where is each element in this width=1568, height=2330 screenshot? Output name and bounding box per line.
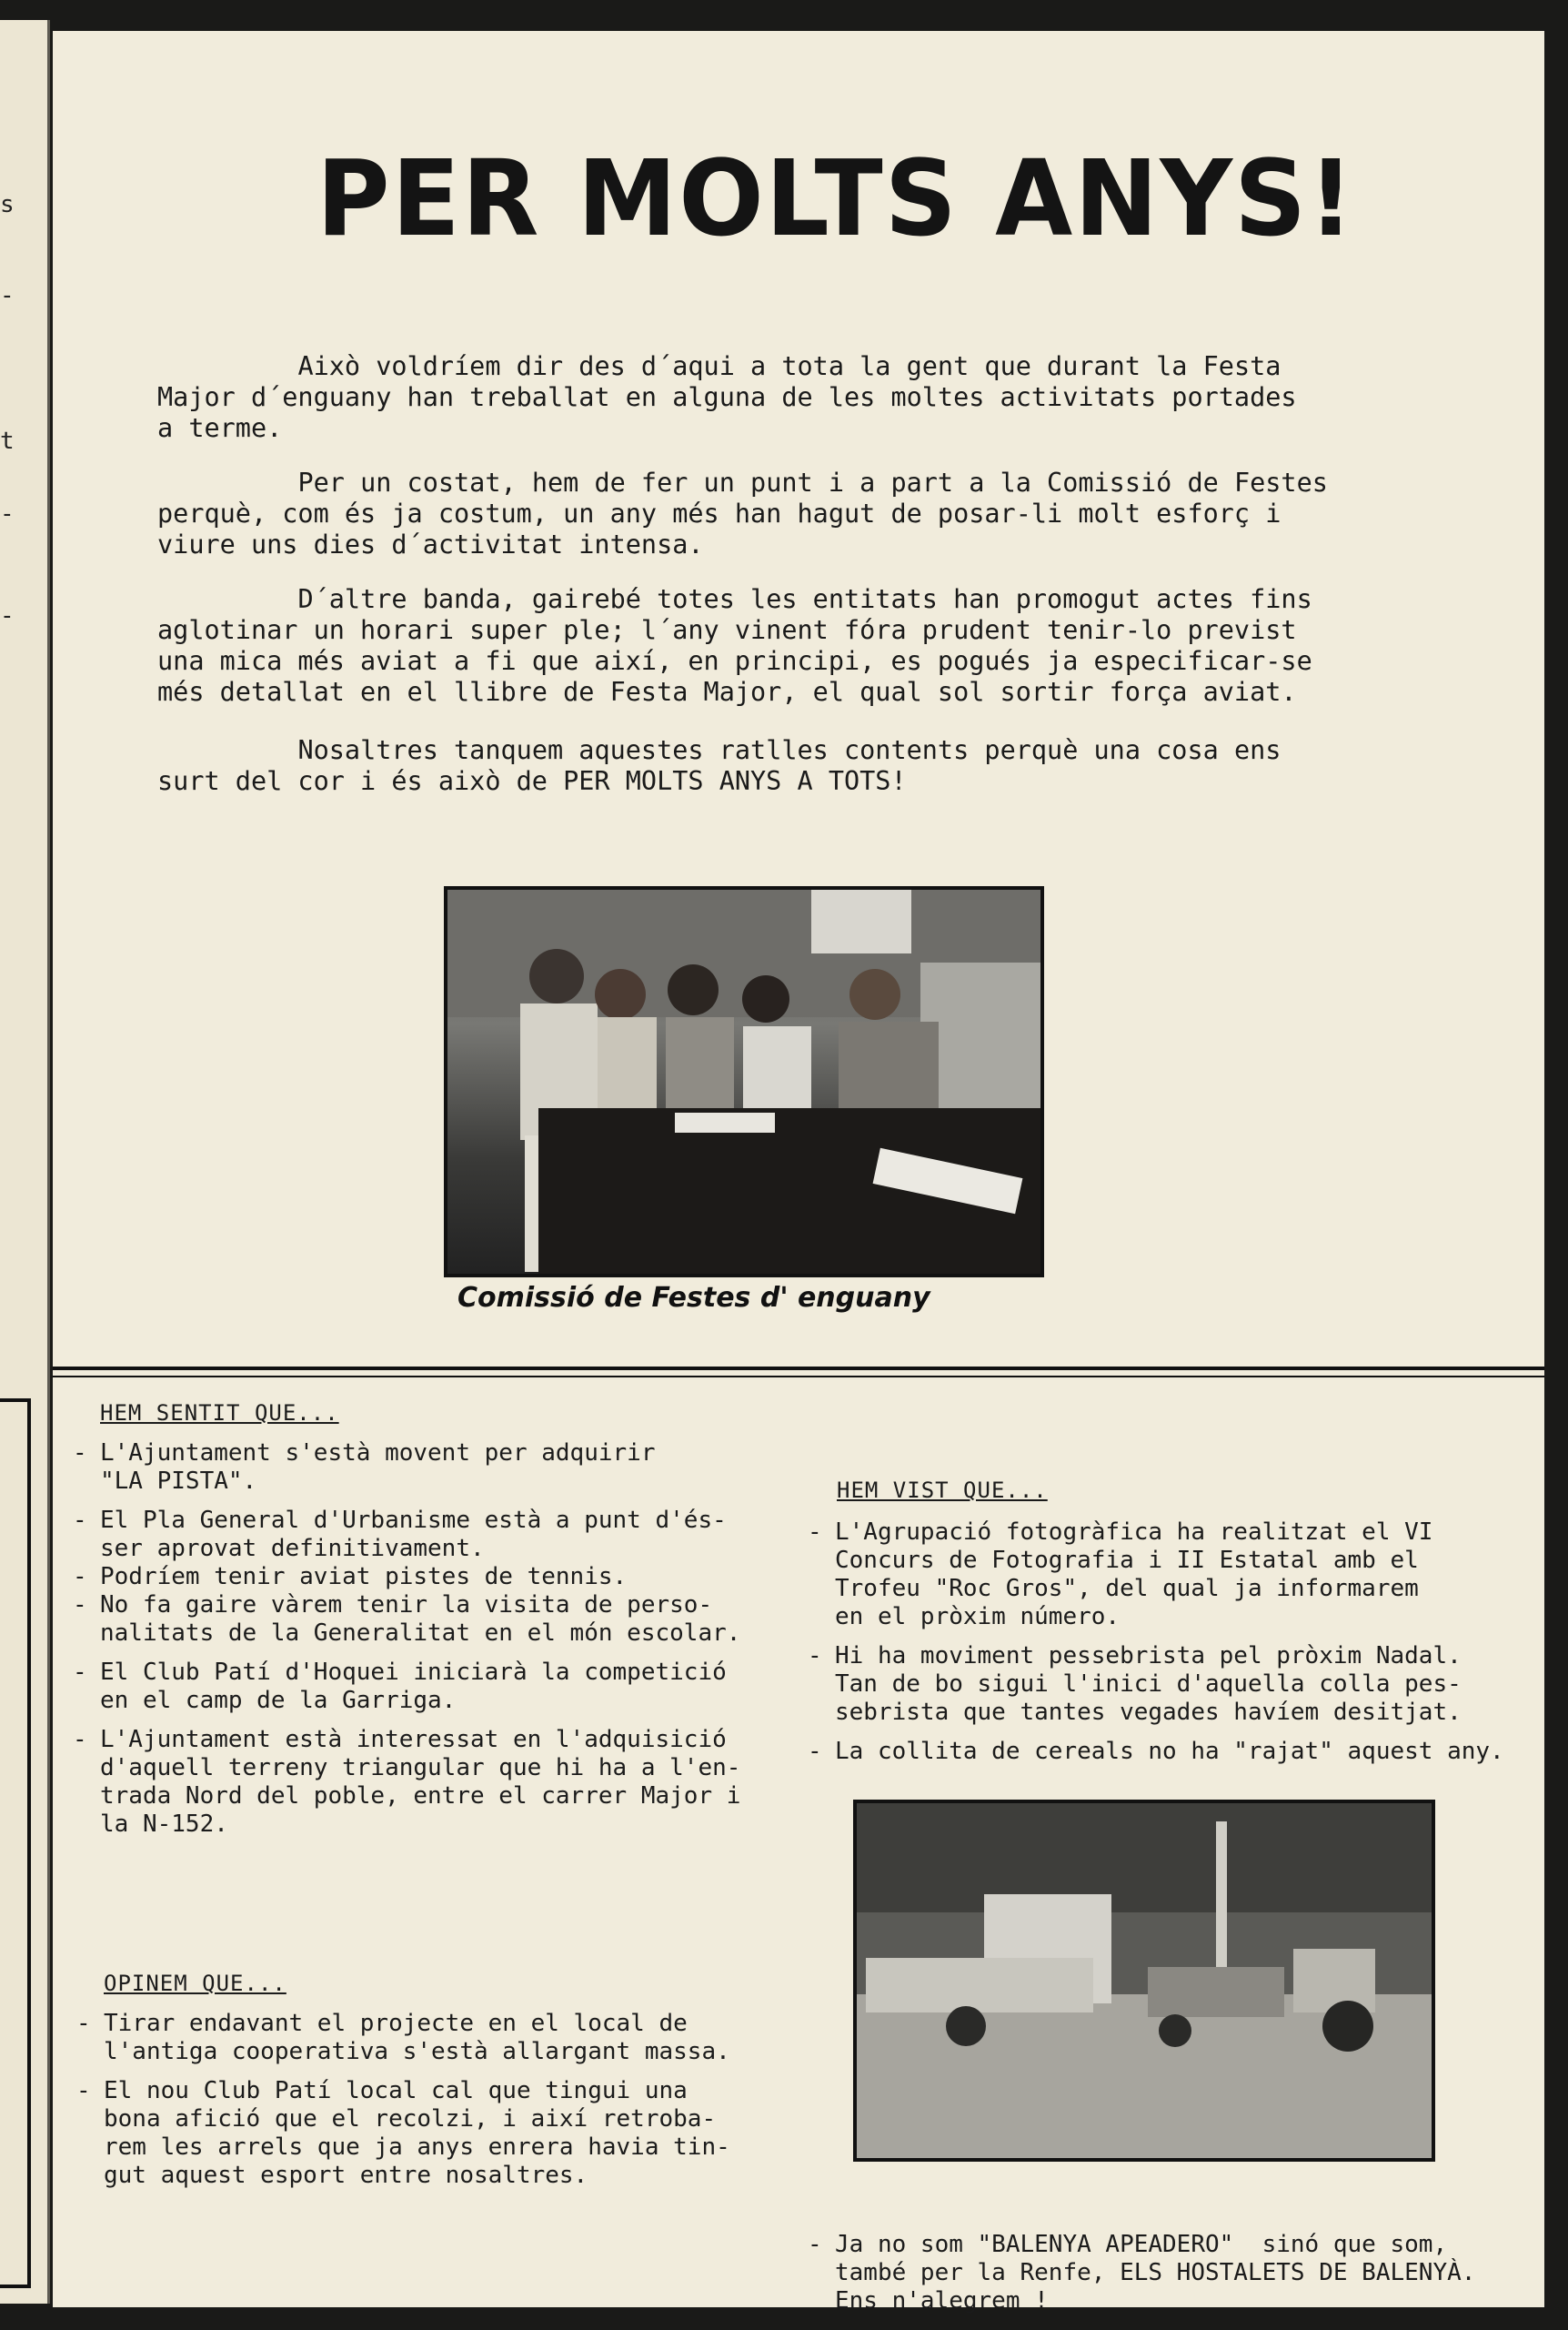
- intro-paragraph-3: D´altre banda, gairebé totes les entitats han promogut actes fins aglotinar un horari super ple; l´any vinent fóra prudent tenir-lo previst una mica més aviat a fi que així, en principi, es pogués ja especificar-se més detallat en el llibre de Festa Major, el qual sol sortir força aviat.: [157, 584, 1312, 707]
- list-item: - L'Ajuntament s'està movent per adquirir "LA PISTA".: [73, 1439, 819, 1496]
- section-divider: [53, 1367, 1544, 1370]
- committee-photo: [444, 886, 1044, 1277]
- list-item: - L'Ajuntament està interessat en l'adquisició d'aquell terreny triangular que hi ha a l'en- trada Nord del poble, entre el carrer Major i la N-152.: [73, 1726, 819, 1839]
- magazine-page: [53, 31, 1544, 2315]
- opinem-title: OPINEM QUE...: [104, 1971, 286, 1996]
- list-item: - Hi ha moviment pessebrista pel pròxim Nadal. Tan de bo sigui l'inici d'aquella colla pes- sebrista que tantes vegades havíem desitjat.: [808, 1642, 1543, 1727]
- previous-page-edge: [0, 20, 50, 2304]
- prev-page-fragment: s: [0, 191, 15, 218]
- list-item: - La collita de cereals no ha "rajat" aquest any.: [808, 1738, 1543, 1766]
- committee-photo-illustration: [447, 890, 1040, 1274]
- prev-page-fragment: t: [0, 428, 15, 455]
- prev-page-fragment: -: [0, 602, 15, 630]
- prev-page-fragment: -: [0, 282, 15, 309]
- photo-caption: Comissió de Festes d' enguany: [457, 1282, 930, 1314]
- prev-page-fragment: -: [0, 500, 15, 528]
- intro-paragraph-4: Nosaltres tanquem aquestes ratlles contents perquè una cosa ens surt del cor i és això de PER MOLTS ANYS A TOTS!: [157, 735, 1282, 796]
- list-item: - Podríem tenir aviat pistes de tennis.: [73, 1563, 819, 1591]
- hem-vist-last: [808, 2231, 1543, 2326]
- hem-vist-title: HEM VIST QUE...: [837, 1478, 1048, 1503]
- hem-sentit-list: [73, 1439, 819, 1850]
- hem-vist-list: [808, 1518, 1543, 1777]
- list-item: - El nou Club Patí local cal que tingui una bona afició que el recolzi, i així retroba- rem les arrels que ja anys enrera havia tin- gut aquest esport entre nosaltres.: [76, 2077, 822, 2190]
- intro-paragraph-2: Per un costat, hem de fer un punt i a part a la Comissió de Festes perquè, com és ja costum, un any més han hagut de posar-li molt esforç i viure uns dies d´activitat intensa.: [157, 468, 1328, 560]
- harvest-photo: [853, 1800, 1435, 2162]
- opinem-list: [76, 2010, 822, 2201]
- list-item: - No fa gaire vàrem tenir la visita de perso- nalitats de la Generalitat en el món escolar.: [73, 1591, 819, 1648]
- section-divider-thin: [53, 1376, 1544, 1377]
- harvest-photo-illustration: [857, 1803, 1432, 2158]
- list-item: - Ja no som "BALENYA APEADERO" sinó que som, també per la Renfe, ELS HOSTALETS DE BALENYÀ. Ens n'alegrem !: [808, 2231, 1543, 2315]
- headline: PER MOLTS ANYS!: [317, 136, 1356, 260]
- intro-paragraph-1: Això voldríem dir des d´aqui a tota la gent que durant la Festa Major d´enguany han treballat en alguna de les moltes activitats portades a terme.: [157, 351, 1297, 443]
- list-item: - El Club Patí d'Hoquei iniciarà la competició en el camp de la Garriga.: [73, 1659, 819, 1715]
- list-item: - Tirar endavant el projecte en el local de l'antiga cooperativa s'està allargant massa.: [76, 2010, 822, 2066]
- list-item: - L'Agrupació fotogràfica ha realitzat el VI Concurs de Fotografia i II Estatal amb el Trofeu "Roc Gros", del qual ja informarem en el pròxim número.: [808, 1518, 1543, 1631]
- list-item: - El Pla General d'Urbanisme està a punt d'és- ser aprovat definitivament.: [73, 1507, 819, 1563]
- hem-sentit-title: HEM SENTIT QUE...: [100, 1400, 339, 1426]
- prev-page-box: [0, 1398, 31, 2288]
